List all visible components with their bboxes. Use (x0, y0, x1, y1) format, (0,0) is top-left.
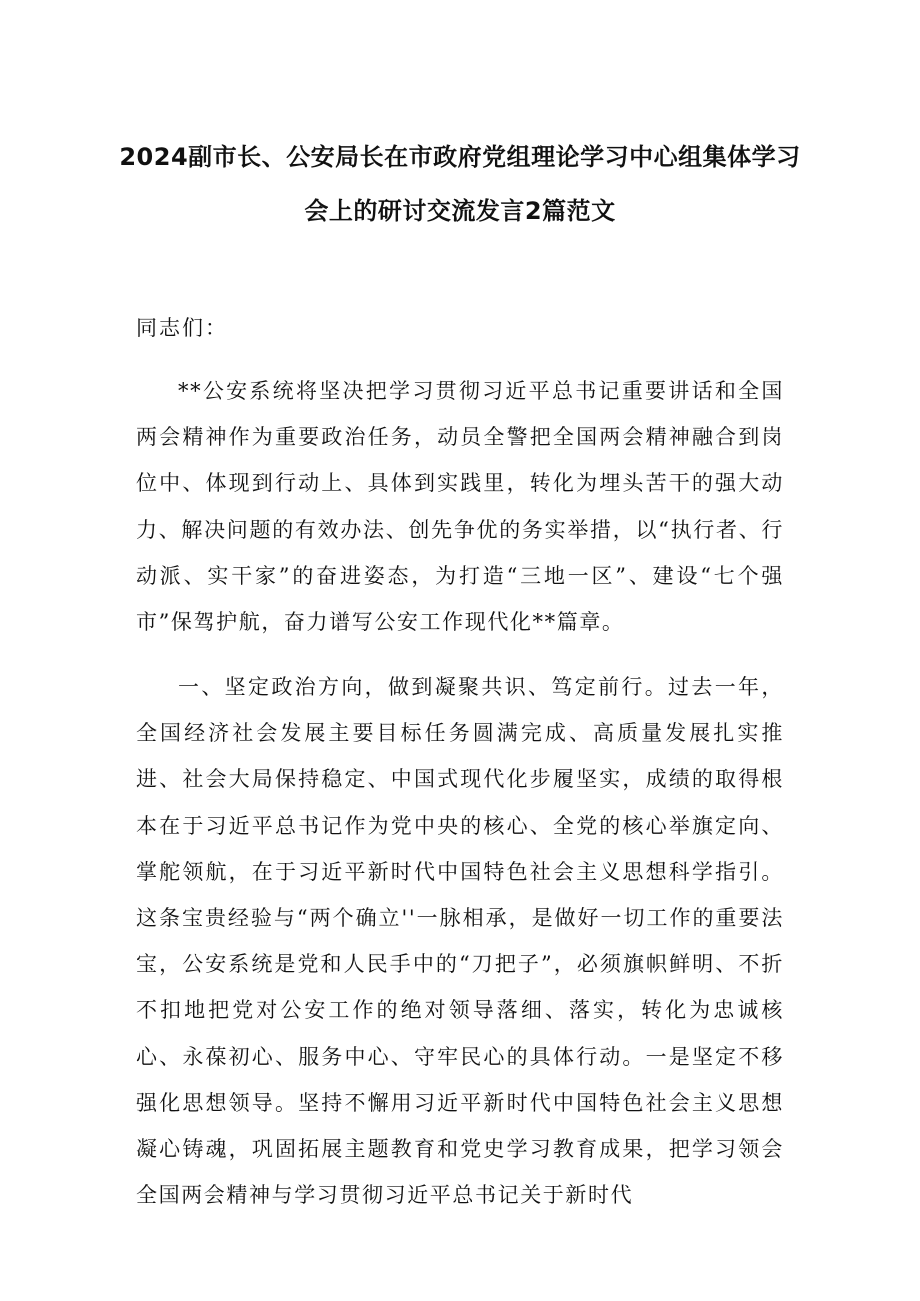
body-paragraph-2: 一、坚定政治方向，做到凝聚共识、笃定前行。过去一年，全国经济社会发展主要目标任务圆满完成、高质量发展扎实推进、社会大局保持稳定、中国式现代化步履坚实，成绩的取得根本在于习近平总书记作为党中央的核心、全党的核心举旗定向、掌舵领航，在于习近平新时代中国特色社会主义思想科学指引。这条宝贵经验与“两个确立''一脉相承，是做好一切工作的重要法宝，公安系统是党和人民手中的“刀把子”，必须旗帜鲜明、不折不扣地把党对公安工作的绝对领导落细、落实，转化为忠诚核心、永葆初心、服务中心、守牢民心的具体行动。一是坚定不移强化思想领导。坚持不懈用习近平新时代中国特色社会主义思想凝心铸魂，巩固拓展主题教育和党史学习教育成果，把学习领会全国两会精神与学习贯彻习近平总书记关于新时代 (136, 675, 784, 1208)
salutation: 同志们： (136, 316, 228, 340)
document-title-line-2: 会上的研讨交流发言2篇范文 (304, 197, 616, 225)
document-title-line-1: 2024副市长、公安局长在市政府党组理论学习中心组集体学习 (119, 143, 801, 171)
body-paragraph-1: **公安系统将坚决把学习贯彻习近平总书记重要讲话和全国两会精神作为重要政治任务，动员全警把全国两会精神融合到岗位中、体现到行动上、具体到实践里，转化为埋头苦干的强大动力、解决问题的有效办法、创先争优的务实举措，以“执行者、行动派、实干家”的奋进姿态，为打造“三地一区”、建设“七个强市”保驾护航，奋力谱写公安工作现代化**篇章。 (136, 379, 784, 635)
